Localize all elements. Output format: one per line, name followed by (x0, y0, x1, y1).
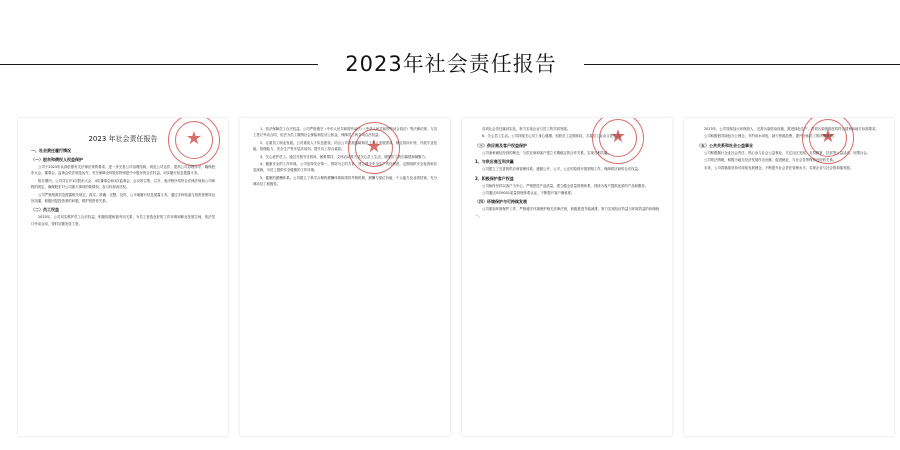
paragraph: 2、注重员工职业发展。公司重视人才队伍建设，结合公司发展战略和员工个人发展需求，制定培训计划，开展专业技能、管理能力、安全生产等多层次培训，提升员工综合素质。 (253, 140, 437, 152)
page-heading: 2023 年社会责任报告 (88, 135, 158, 143)
subsection-heading: 2、积极保护客户权益 (475, 175, 514, 181)
banner-rule-right (584, 64, 900, 65)
section-heading: 一、社会责任履行情况 (31, 148, 71, 153)
paragraph: 公司重视环境保护工作，严格遵守环境保护相关法律法规，积极推进节能减排，努力实现经济效益与环境效益的协调统一。 (475, 207, 659, 218)
paragraph: 公司依法纳税，积极为地方经济发展作出贡献，促进就业，与社会各界保持良好的关系。 (704, 158, 837, 163)
paragraph: 报告期内，公司共召开1次股东大会、4次董事会和3次监事会，会议的召集、召开、表决程序均符合法律法规和公司章程的规定，确保股东对公司重大事项的知情权、参与权和表决权。 (31, 178, 215, 190)
paragraph: 公司积极履行企业社会责任，热心参与社会公益事业，关注社区发展，支持教育、扶贫等公益活动，回馈社会。 (704, 150, 871, 155)
paragraph: 1、依法保障员工合法权益。公司严格遵守《中华人民共和国劳动法》《中华人民共和国劳动合同法》等法律法规，与员工签订劳动合同，依法为员工缴纳社会保险和住房公积金，保障员工的各项合法权益。 (253, 127, 437, 138)
paragraph: 公司于2023年认真依照有关法律法规的要求，进一步完善公司治理结构，规范公司运作，提高公司治理水平，确保股东大会、董事会、监事会依法规范运作，充分保障全体股东特别是中小股东的合法权益，切实履行信息披露义务。 (31, 165, 215, 176)
report-title: 2023年社会责任报告 (345, 52, 557, 76)
document-page-1 (18, 118, 228, 436)
document-page-2 (240, 118, 450, 436)
paragraph: 5、健康的薪酬体系。公司建立了科学合理的薪酬体系和绩效考核机制，薪酬与岗位价值、个人能力及业绩挂钩，充分调动员工积极性。 (253, 175, 437, 187)
paragraph: 公司秉承诚信经营的理念，与供应商和客户建立长期稳定的合作关系，实现互利共赢。 (482, 150, 611, 155)
star-icon: ★ (185, 128, 203, 149)
paragraph: 各项社会责任落到实处，努力实现企业与员工的共同发展。 (482, 127, 571, 131)
subsection-heading: 1、与供应商互利共赢 (475, 159, 514, 165)
document-page-3 (462, 118, 672, 436)
star-icon: ★ (609, 126, 627, 147)
banner-rule-left (0, 64, 318, 65)
star-icon: ★ (365, 136, 383, 157)
paragraph: 公司通过ISO9001质量管理体系认证，不断提升客户满意度。 (482, 191, 575, 196)
subsection-heading: （一）股东和债权人权益保护 (31, 157, 83, 162)
paragraph: 4、健康安全的工作环境。公司坚持安全第一、预防为主的方针，建立健全安全生产责任制度，定期组织安全检查和应急演练，为员工提供安全健康的工作环境。 (253, 162, 437, 173)
paragraph: 3、关心爱护员工。通过开展节日慰问、困难帮扶、文体活动等方式关心员工生活，增强员工的归属感和凝聚力。 (260, 154, 429, 159)
subsection-heading: （三）供应商及客户权益保护 (475, 142, 527, 148)
paragraph: 6、关心员工生活。公司持续关心员工身心健康，组织员工定期体检，丰富员工业余文化生活。 (482, 134, 624, 139)
paragraph: 2023年，公司切实维护员工合法权益，积极构建和谐劳动关系，为员工营造良好的工作环境和职业发展空间，依法签订劳动合同，按时足额发放工资。 (31, 215, 215, 226)
document-page-4 (684, 118, 894, 436)
star-icon: ★ (819, 126, 837, 147)
subsection-heading: （五）公共关系和社会公益事业 (697, 142, 753, 148)
paragraph: 公司积极倡导绿色办公理念，节约用水用电，减少资源浪费，提升全体员工的环保意识。 (704, 134, 837, 139)
paragraph: 公司建立了完善的供应商管理体系，遵循公开、公平、公正的原则开展采购工作，保障供应商的合法权益。 (482, 167, 642, 172)
subsection-heading: （二）员工权益 (31, 207, 59, 213)
paragraph: 公司始终坚持以客户为中心，严格把控产品质量，建立健全质量管理体系，持续为客户提供优质的产品和服务。 (482, 183, 649, 188)
subsection-heading: （四）环境保护与可持续发展 (475, 199, 527, 205)
paragraph: 2023年，公司持续加大环保投入，完善污染防治设施，推进绿色生产，各项污染物排放均符合国家和地方标准要求。 (704, 127, 879, 131)
report-banner (0, 0, 900, 118)
paragraph: 公司严格按照信息披露相关规定，真实、准确、完整、及时、公平地履行信息披露义务，通过多种渠道与投资者保持良好沟通，积极回复投资者的问题，维护投资者关系。 (31, 192, 215, 204)
paragraph: 未来，公司将继续坚持可持续发展理念，不断提升社会责任管理水平，实现企业与社会的和谐发展。 (704, 165, 854, 170)
